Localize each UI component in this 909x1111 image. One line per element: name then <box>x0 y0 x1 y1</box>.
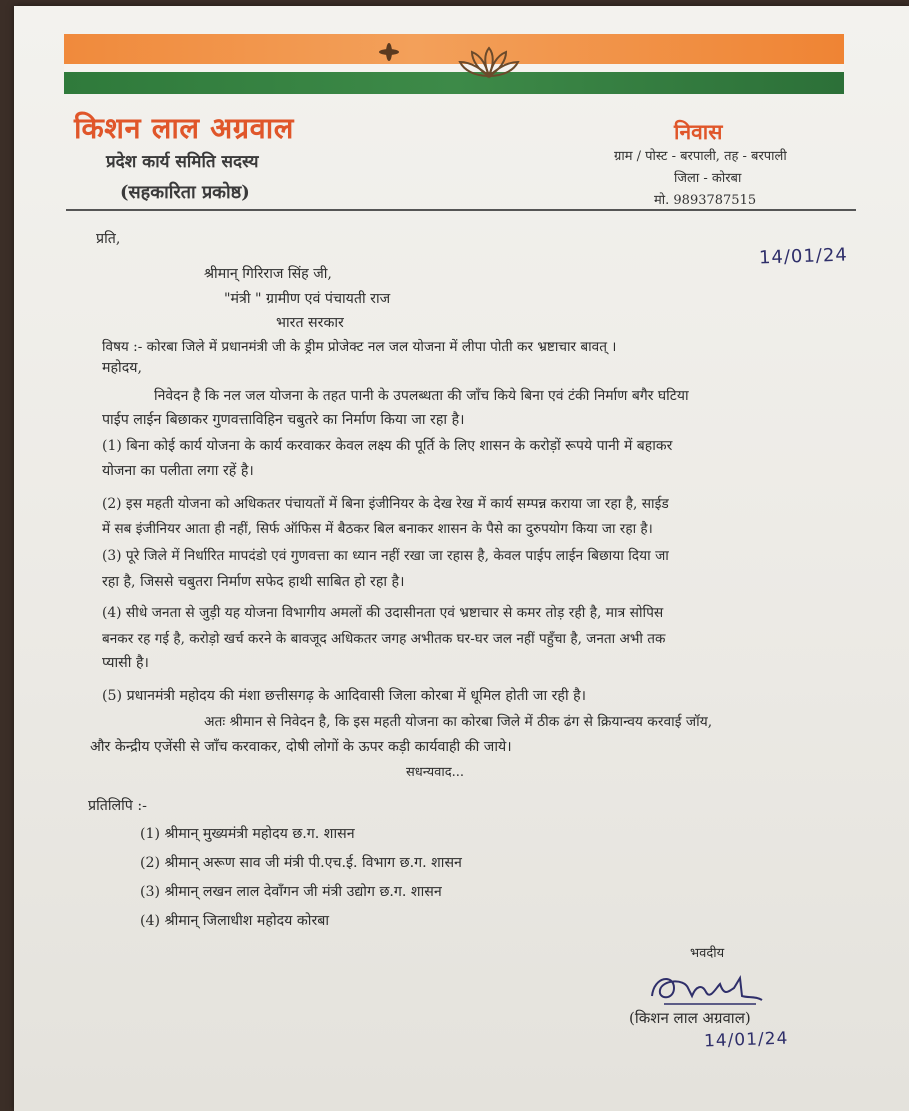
leaf-emblem-icon <box>374 40 404 64</box>
body-line: में सब इंजीनियर आता ही नहीं, सिर्फ ऑफिस में बैठकर बिल बनाकर शासन के पैसे का दुरुपयोग किया जा रहा है। <box>102 521 653 537</box>
signature-date: 14/01/24 <box>703 1028 789 1052</box>
thanks-line: सधन्यवाद... <box>406 765 465 780</box>
body-line: पाईप लाईन बिछाकर गुणवत्ताविहिन चबुतरे का निर्माण किया जा रहा है। <box>102 412 465 428</box>
letterhead-wing: (सहकारिता प्रकोष्ठ) <box>120 182 250 203</box>
body-line: (3) पूरे जिले में निर्धारित मापदंडो एवं गुणवत्ता का ध्यान नहीं रखा जा रहास है, केवल पाईप लाईन बिछाया दिया जा <box>102 548 669 564</box>
addressee-line-3: भारत सरकार <box>276 315 344 331</box>
address-line-2: जिला - कोरबा <box>674 171 742 186</box>
copy-item: (4) श्रीमान् जिलाधीश महोदय कोरबा <box>140 913 330 929</box>
body-line: (4) सीधे जनता से जुड़ी यह योजना विभागीय अमलों की उदासीनता एवं भ्रष्टाचार से कमर तोड़ रही है, मात्र सोपिस <box>102 605 664 621</box>
handwritten-signature <box>644 966 764 1010</box>
salutation: महोदय, <box>102 360 142 376</box>
body-line: प्यासी है। <box>102 655 149 671</box>
lotus-emblem-icon <box>454 46 524 82</box>
address-line-1: ग्राम / पोस्ट - बरपाली, तह - बरपाली <box>614 149 787 164</box>
to-label: प्रति, <box>96 231 121 247</box>
letterhead-post: प्रदेश कार्य समिति सदस्य <box>106 152 259 172</box>
body-line: निवेदन है कि नल जल योजना के तहत पानी के उपलब्धता की जाँच किये बिना एवं टंकी निर्माण बगैर घटिया <box>154 388 689 404</box>
copy-label: प्रतिलिपि :- <box>88 798 147 814</box>
header-divider <box>66 209 856 211</box>
body-line: योजना का पलीता लगा रहें है। <box>102 463 254 479</box>
body-line: (1) बिना कोई कार्य योजना के कार्य करवाकर केवल लक्ष्य की पूर्ति के लिए शासन के करोड़ों रूपये पानी में बहाकर <box>102 438 673 454</box>
body-line: और केन्द्रीय एजेंसी से जाँच करवाकर, दोषी लोगों के ऊपर कड़ी कार्यवाही की जाये। <box>90 739 512 755</box>
body-line: (5) प्रधानमंत्री महोदय की मंशा छत्तीसगढ़ के आदिवासी जिला कोरबा में धूमिल होती जा रही है। <box>102 688 587 704</box>
letterhead-name: किशन लाल अग्रवाल <box>74 111 294 145</box>
handwritten-date: 14/01/24 <box>758 244 849 269</box>
body-line: अतः श्रीमान से निवेदन है, कि इस महती योजना का कोरबा जिले में ठीक ढंग से क्रियान्वय करवाई जॉय, <box>204 714 713 730</box>
copy-item: (3) श्रीमान् लखन लाल देवाँगन जी मंत्री उद्योग छ.ग. शासन <box>140 884 442 900</box>
subject-line: विषय :- कोरबा जिले में प्रधानमंत्री जी के ड्रीम प्रोजेक्ट नल जल योजना में लीपा पोती कर भ्रष्टाचार बावत् । <box>102 339 617 355</box>
copy-item: (1) श्रीमान् मुख्यमंत्री महोदय छ.ग. शासन <box>140 826 355 842</box>
body-line: बनकर रह गई है, करोड़ो खर्च करने के बावजूद अधिकतर जगह अभीतक घर-घर जल नहीं पहुँचा है, जनता अभी तक <box>102 631 666 647</box>
signer-name: (किशन लाल अग्रवाल) <box>629 1009 751 1027</box>
body-line: रहा है, जिससे चबुतरा निर्माण सफेद हाथी साबित हो रहा है। <box>102 574 405 590</box>
body-line: (2) इस महती योजना को अधिकतर पंचायतों में बिना इंजीनियर के देख रेख में कार्य सम्पन्न कराया जा रहा है, साईड <box>102 496 669 512</box>
copy-item: (2) श्रीमान् अरूण साव जी मंत्री पी.एच.ई. विभाग छ.ग. शासन <box>140 855 462 871</box>
addressee-line-1: श्रीमान् गिरिराज सिंह जी, <box>204 266 332 282</box>
letter-page <box>14 6 909 1111</box>
residence-title: निवास <box>674 119 723 144</box>
addressee-line-2: "मंत्री " ग्रामीण एवं पंचायती राज <box>224 291 391 307</box>
mobile-number: मो. 9893787515 <box>654 193 757 208</box>
closing-word: भवदीय <box>690 946 725 961</box>
